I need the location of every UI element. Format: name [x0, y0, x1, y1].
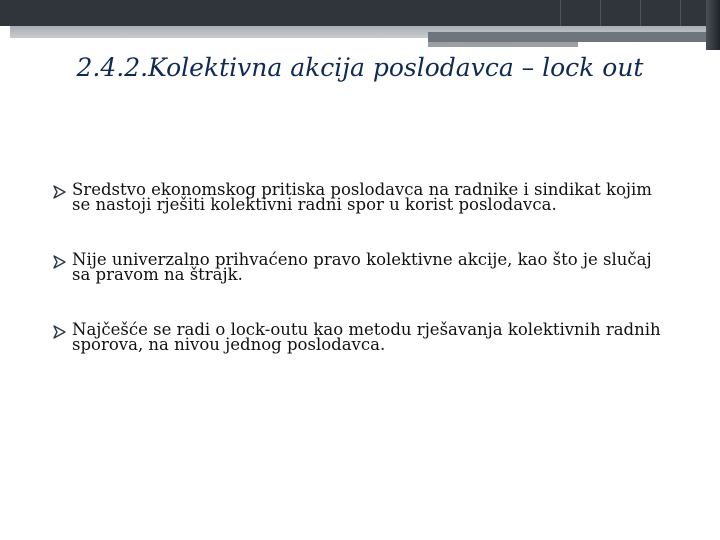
bullet-item — [52, 250, 672, 323]
header-right-edge — [706, 0, 720, 50]
bullet-item — [52, 320, 672, 383]
arrow-bullet-icon — [52, 254, 68, 270]
bullet-item — [52, 180, 672, 253]
bullet-list — [52, 180, 672, 383]
header-bar-segment — [640, 0, 641, 26]
slide-title: 2.4.2.Kolektivna akcija poslodavca – lock out — [76, 53, 644, 82]
header-decoration-bar — [0, 0, 720, 26]
arrow-bullet-icon — [52, 324, 68, 340]
header-bar-segment — [600, 0, 601, 26]
arrow-bullet-icon — [52, 184, 68, 200]
header-dark-stripe — [428, 32, 708, 42]
bullet-text: Sredstvo ekonomskog pritiska poslodavca na radnike i sindikat kojim se nastoji rješiti kolektivni radni spor u korist poslodavca. — [72, 180, 652, 214]
header-bar-segment — [560, 0, 561, 26]
bullet-text: Nije univerzalno prihvaćeno pravo kolektivne akcije, kao što je slučaj sa pravom na štrajk. — [72, 250, 652, 284]
bullet-text: Najčešće se radi o lock-outu kao metodu rješavanja kolektivnih radnih sporova, na nivou jednog poslodavca. — [72, 320, 661, 354]
header-mid-stripe — [428, 42, 578, 47]
header-bar-segment — [680, 0, 681, 26]
